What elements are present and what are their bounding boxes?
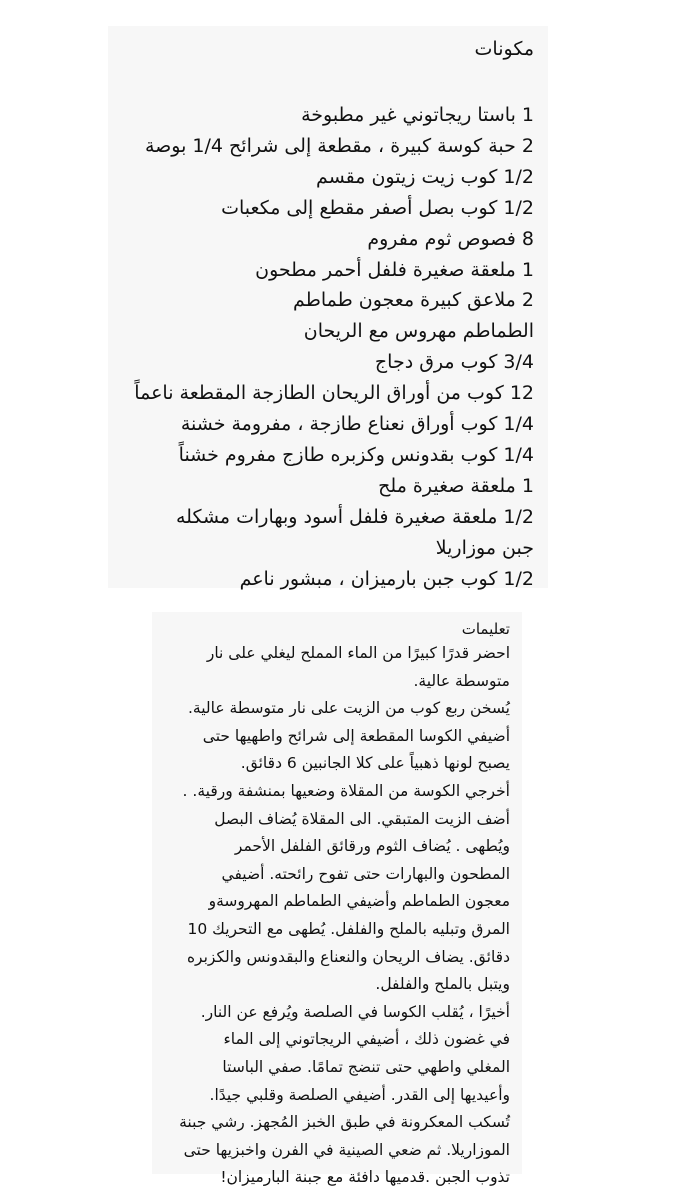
instruction-line: تذوب الجبن .قدميها دافئة مع جبنة البارميزان! xyxy=(220,1168,510,1187)
ingredient-item: 1 ملعقة صغيرة ملح xyxy=(378,474,534,497)
ingredient-item: 3/4 كوب مرق دجاج xyxy=(374,351,534,374)
instruction-line: وأعيديها إلى القدر. أضيفي الصلصة وقلبي جيدًا. xyxy=(209,1085,510,1104)
instructions-card xyxy=(152,612,522,1187)
instruction-line: معجون الطماطم وأضيفي الطماطم المهروسةو xyxy=(208,892,510,911)
instruction-line: تُسكب المعكرونة في طبق الخبز المُجهز. رشي جبنة xyxy=(179,1113,510,1132)
ingredient-item: 2 حبة كوسة كبيرة ، مقطعة إلى شرائح 1/4 بوصة xyxy=(144,134,534,157)
instructions-text xyxy=(162,640,510,1192)
ingredient-item: الطماطم مهروس مع الريحان xyxy=(303,320,534,343)
ingredient-item: 8 فصوص ثوم مفروم xyxy=(367,227,534,250)
ingredient-item: 1 ملعقة صغيرة فلفل أحمر مطحون xyxy=(255,258,534,281)
ingredient-item: 1/4 كوب بقدونس وكزبره طازج مفروم خشناً xyxy=(178,443,534,466)
ingredient-item: 1/2 كوب جبن بارميزان ، مبشور ناعم xyxy=(239,567,534,590)
instruction-line: أضف الزيت المتبقي. الى المقلاة يُضاف البصل xyxy=(214,809,510,828)
ingredients-card xyxy=(108,26,548,588)
instruction-line: أضيفي الكوسا المقطعة إلى شرائح واطهيها حتى xyxy=(202,726,510,745)
instructions-title: تعليمات xyxy=(461,620,510,638)
instruction-line: متوسطة عالية. xyxy=(413,671,510,690)
instruction-line: دقائق. يضاف الريحان والنعناع والبقدونس والكزبره xyxy=(186,947,510,966)
instruction-line: في غضون ذلك ، أضيفي الريجاتوني إلى الماء xyxy=(223,1030,510,1049)
ingredient-item: 1 باستا ريجاتوني غير مطبوخة xyxy=(301,104,534,126)
ingredients-title: مكونات xyxy=(474,38,534,60)
ingredient-item: 1/4 كوب أوراق نعناع طازجة ، مفرومة خشنة xyxy=(180,413,534,436)
instruction-line: المغلي واطهي حتى تنضج تمامًا. صفي الباستا xyxy=(222,1057,510,1076)
instruction-line: يُسخن ربع كوب من الزيت على نار متوسطة عالية. xyxy=(187,699,510,718)
instruction-line: ويتبل بالملح والفلفل. xyxy=(375,975,510,994)
ingredient-item: 1/2 ملعقة صغيرة فلفل أسود وبهارات مشكله xyxy=(175,505,534,528)
instruction-line: المطحون والبهارات حتى تفوح رائحته. أضيفي xyxy=(221,864,510,883)
instruction-line: أخرجي الكوسة من المقلاة وضعيها بمنشفة ورقية. . xyxy=(182,781,510,800)
instruction-line: ويُطهى . يُضاف الثوم ورقائق الفلفل الأحمر xyxy=(234,837,510,856)
ingredient-item: 2 ملاعق كبيرة معجون طماطم xyxy=(293,289,534,312)
instruction-line: أخيرًا ، يُقلب الكوسا في الصلصة ويُرفع عن النار. xyxy=(200,1002,510,1021)
instruction-line: الموزاريلا. ثم ضعي الصينية في الفرن واخبزيها حتى xyxy=(183,1140,510,1159)
instruction-line: احضر قدرًا كبيرًا من الماء المملح ليغلي على نار xyxy=(206,644,510,662)
ingredients-list xyxy=(126,100,534,595)
instruction-line: المرق وتبليه بالملح والفلفل. يُطهى مع التحريك 10 xyxy=(187,919,510,938)
instruction-line: يصبح لونها ذهبياً على كلا الجانبين 6 دقائق. xyxy=(240,754,510,773)
ingredient-item: جبن موزاريلا xyxy=(435,536,534,559)
ingredient-item: 1/2 كوب زيت زيتون مقسم xyxy=(316,165,534,188)
ingredient-item: 12 كوب من أوراق الريحان الطازجة المقطعة ناعماً xyxy=(134,382,534,405)
ingredient-item: 1/2 كوب بصل أصفر مقطع إلى مكعبات xyxy=(221,196,534,219)
